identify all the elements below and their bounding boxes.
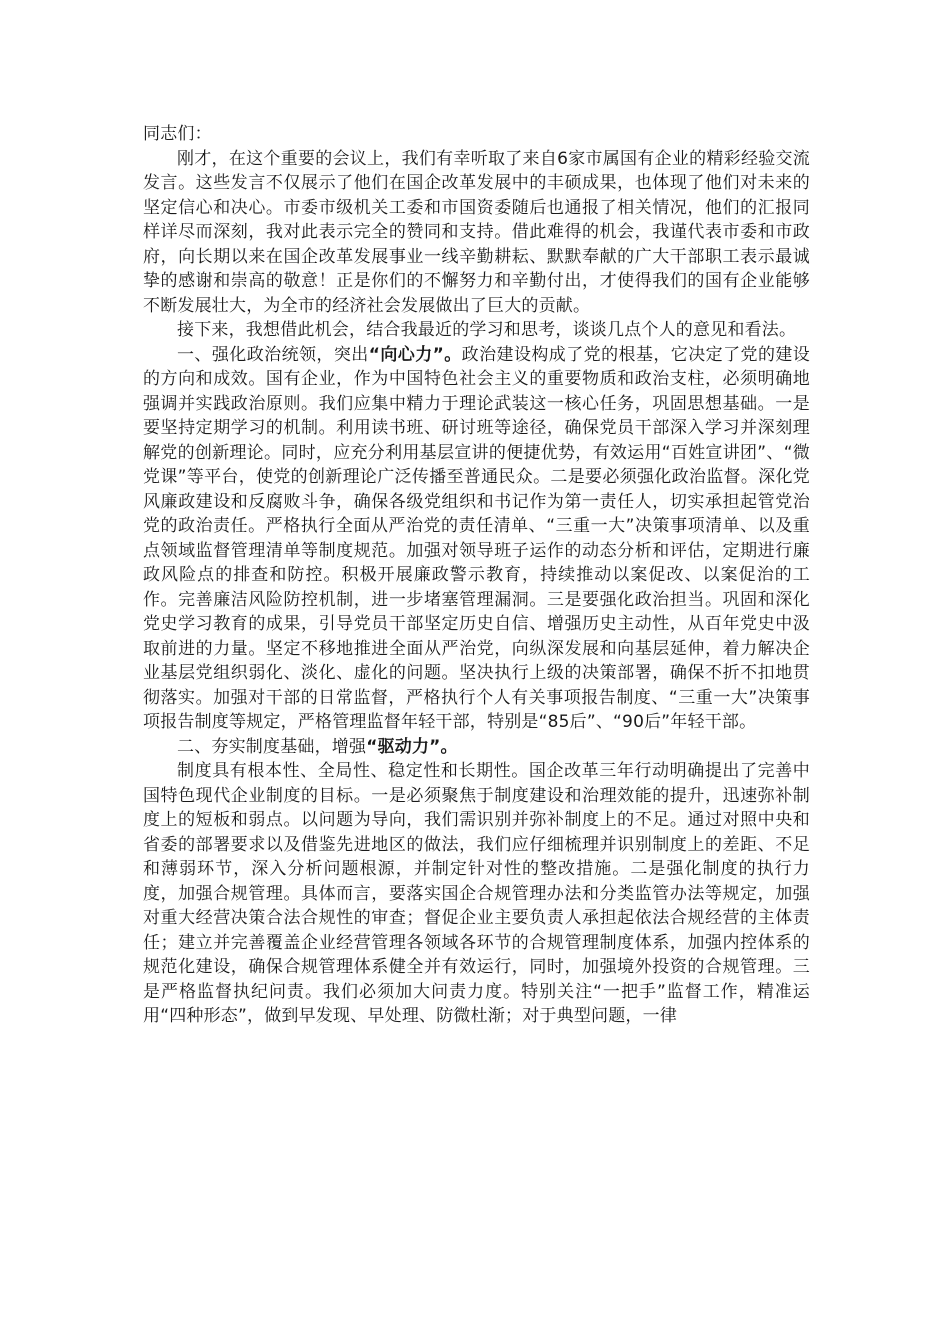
paragraph-opening: 刚才，在这个重要的会议上，我们有幸听取了来自6家市属国有企业的精彩经验交流发言。这些发言不仅展示了他们在国企改革发展中的丰硕成果，也体现了他们对未来的坚定信心和决心。市委市级机关工委和市国资委随后也通报了相关情况，他们的汇报同样详尽而深刻，我对此表示完全的赞同和支持。借此难得的机会，我谨代表市委和市政府，向长期以来在国企改革发展事业一线辛勤耕耘、默默奉献的广大干部职工表示最诚挚的感谢和崇高的敬意！正是你们的不懈努力和辛勤付出，才使得我们的国有企业能够不断发展壮大，为全市的经济社会发展做出了巨大的贡献。 [143,148,810,316]
section-2-body: 制度具有根本性、全局性、稳定性和长期性。国企改革三年行动明确提出了完善中国特色现代企业制度的目标。一是必须聚焦于制度建设和治理效能的提升，迅速弥补制度上的短板和弱点。以问题为导向，我们需识别并弥补制度上的不足。通过对照中央和省委的部署要求以及借鉴先进地区的做法，我们应仔细梳理并识别制度上的差距、不足和薄弱环节，深入分析问题根源，并制定针对性的整改措施。二是强化制度的执行力度，加强合规管理。具体而言，要落实国企合规管理办法和分类监管办法等规定，加强对重大经营决策合法合规性的审查；督促企业主要负责人承担起依法合规经营的主体责任；建立并完善覆盖企业经营管理各领域各环节的合规管理制度体系，加强内控体系的规范化建设，确保合规管理体系健全并有效运行，同时，加强境外投资的合规管理。三是严格监督执纪问责。我们必须加大问责力度。特别关注“一把手”监督工作，精准运用“四种形态”，做到早发现、早处理、防微杜渐；对于典型问题，一律 [143,761,810,1026]
section-2-title-emph: “驱动力”。 [366,736,458,757]
section-1-body: 政治建设构成了党的根基，它决定了党的建设的方向和成效。国有企业，作为中国特色社会主义的重要物质和政治支柱，必须明确地强调并实践政治原则。我们应集中精力于理论武装这一核心任务，巩固思想基础。一是要坚持定期学习的机制。利用读书班、研讨班等途径，确保党员干部深入学习并深刻理解党的创新理论。同时，应充分利用基层宣讲的便捷优势，有效运用“百姓宣讲团”、“微党课”等平台，使党的创新理论广泛传播至普通民众。二是要必须强化政治监督。深化党风廉政建设和反腐败斗争，确保各级党组织和书记作为第一责任人，切实承担起管党治党的政治责任。严格执行全面从严治党的责任清单、“三重一大”决策事项清单、以及重点领域监督管理清单等制度规范。加强对领导班子运作的动态分析和评估，定期进行廉政风险点的排查和防控。积极开展廉政警示教育，持续推动以案促改、以案促治的工作。完善廉洁风险防控机制，进一步堵塞管理漏洞。三是要强化政治担当。巩固和深化党史学习教育的成果，引导党员干部坚定历史自信、增强历史主动性，从百年党史中汲取前进的力量。坚定不移地推进全面从严治党，向纵深发展和向基层延伸，着力解决企业基层党组织弱化、淡化、虚化的问题。坚决执行上级的决策部署，确保不折不扣地贯彻落实。加强对干部的日常监督，严格执行个人有关事项报告制度、“三重一大”决策事项报告制度等规定，严格管理监督年轻干部，特别是“85后”、“90后”年轻干部。 [143,344,811,732]
section-1-title-emph: “向心力”。 [368,344,462,365]
section-1 [143,343,810,735]
section-2-title [143,735,810,760]
paragraph-transition: 接下来，我想借此机会，结合我最近的学习和思考，谈谈几点个人的意见和看法。 [177,320,797,340]
section-1-title-lead: 一、强化政治统领，突出 [177,344,369,365]
section-2-title-lead: 二、夯实制度基础，增强 [177,736,367,757]
salutation: 同志们： [143,124,212,144]
document-body [143,122,810,1029]
